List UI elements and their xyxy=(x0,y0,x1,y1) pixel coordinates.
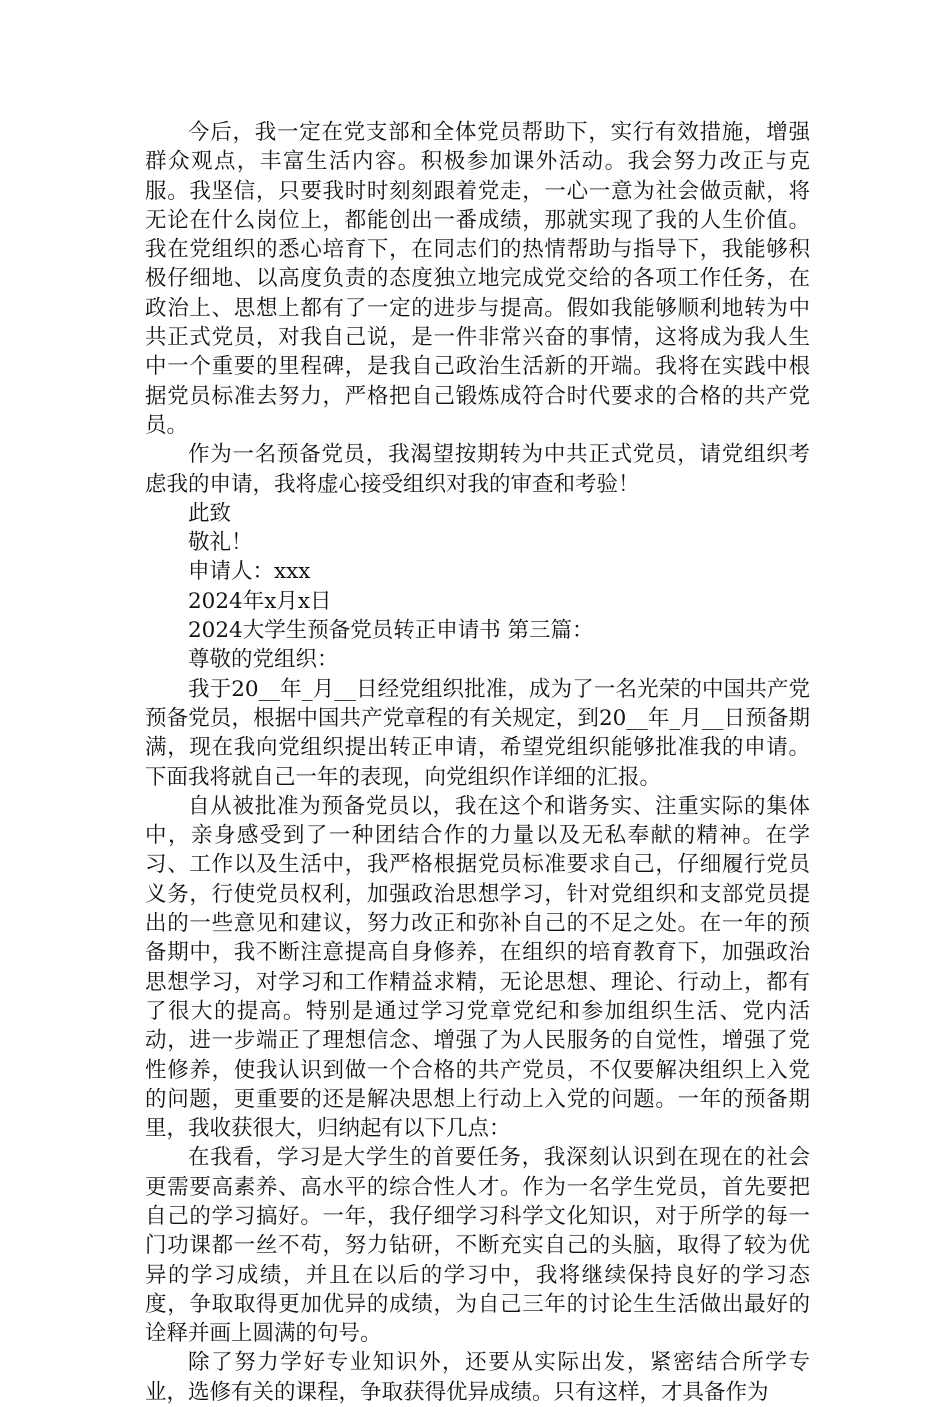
paragraph-5: 在我看，学习是大学生的首要任务，我深刻认识到在现在的社会更需要高素养、高水平的综合性人才。作为一名学生党员，首先要把自己的学习搞好。一年，我仔细学习科学文化知识，对于所学的每一门功课都一丝不苟，努力钻研，不断充实自己的头脑，取得了较为优异的学习成绩，并且在以后的学习中，我将继续保持良好的学习态度，争取取得更加优异的成绩，为自己三年的讨论生生活做出最好的诠释并画上圆满的句号。 xyxy=(145,1145,810,1347)
paragraph-3: 我于20__年_月__日经党组织批准，成为了一名光荣的中国共产党预备党员，根据中国共产党章程的有关规定，到20__年_月__日预备期满，现在我向党组织提出转正申请，希望党组织能够批准我的申请。下面我将就自己一年的表现，向党组织作详细的汇报。 xyxy=(145,676,810,790)
closing-line-1: 此致 xyxy=(188,500,232,526)
closing-line-2: 敬礼！ xyxy=(188,530,253,556)
applicant-line: 申请人：xxx xyxy=(188,559,311,585)
paragraph-1: 今后，我一定在党支部和全体党员帮助下，实行有效措施，增强群众观点，丰富生活内容。积极参加课外活动。我会努力改正与克服。我坚信，只要我时时刻刻跟着党走，一心一意为社会做贡献，将无论在什么岗位上，都能创出一番成绩，那就实现了我的人生价值。我在党组织的悉心培育下，在同志们的热情帮助与指导下，我能够积极仔细地、以高度负责的态度独立地完成党交给的各项工作任务，在政治上、思想上都有了一定的进步与提高。假如我能够顺利地转为中共正式党员，对我自己说，是一件非常兴奋的事情，这将成为我人生中一个重要的里程碑，是我自己政治生活新的开端。我将在实践中根据党员标准去努力，严格把自己锻炼成符合时代要求的合格的共产党员。 xyxy=(145,120,810,438)
paragraph-6: 除了努力学好专业知识外，还要从实际出发，紧密结合所学专业，选修有关的课程，争取获得优异成绩。只有这样，才具备作为 xyxy=(145,1350,810,1405)
date-line: 2024年x月x日 xyxy=(188,588,332,614)
paragraph-4: 自从被批准为预备党员以，我在这个和谐务实、注重实际的集体中，亲身感受到了一种团结合作的力量以及无私奉献的精神。在学习、工作以及生活中，我严格根据党员标准要求自己，仔细履行党员义务，行使党员权利，加强政治思想学习，针对党组织和支部党员提出的一些意见和建议，努力改正和弥补自己的不足之处。在一年的预备期中，我不断注意提高自身修养，在组织的培育教育下，加强政治思想学习，对学习和工作精益求精，无论思想、理论、行动上，都有了很大的提高。特别是通过学习党章党纪和参加组织生活、党内活动，进一步端正了理想信念、增强了为人民服务的自觉性，增强了党性修养，使我认识到做一个合格的共产党员，不仅要解决组织上入党的问题，更重要的还是解决思想上行动上入党的问题。一年的预备期里，我收获很大，归纳起有以下几点： xyxy=(145,793,810,1142)
paragraph-2: 作为一名预备党员，我渴望按期转为中共正式党员，请党组织考虑我的申请，我将虚心接受组织对我的审查和考验！ xyxy=(145,442,810,497)
section-title: 2024大学生预备党员转正申请书 第三篇： xyxy=(188,618,594,644)
salutation: 尊敬的党组织： xyxy=(188,647,339,673)
document-page xyxy=(145,118,810,1407)
